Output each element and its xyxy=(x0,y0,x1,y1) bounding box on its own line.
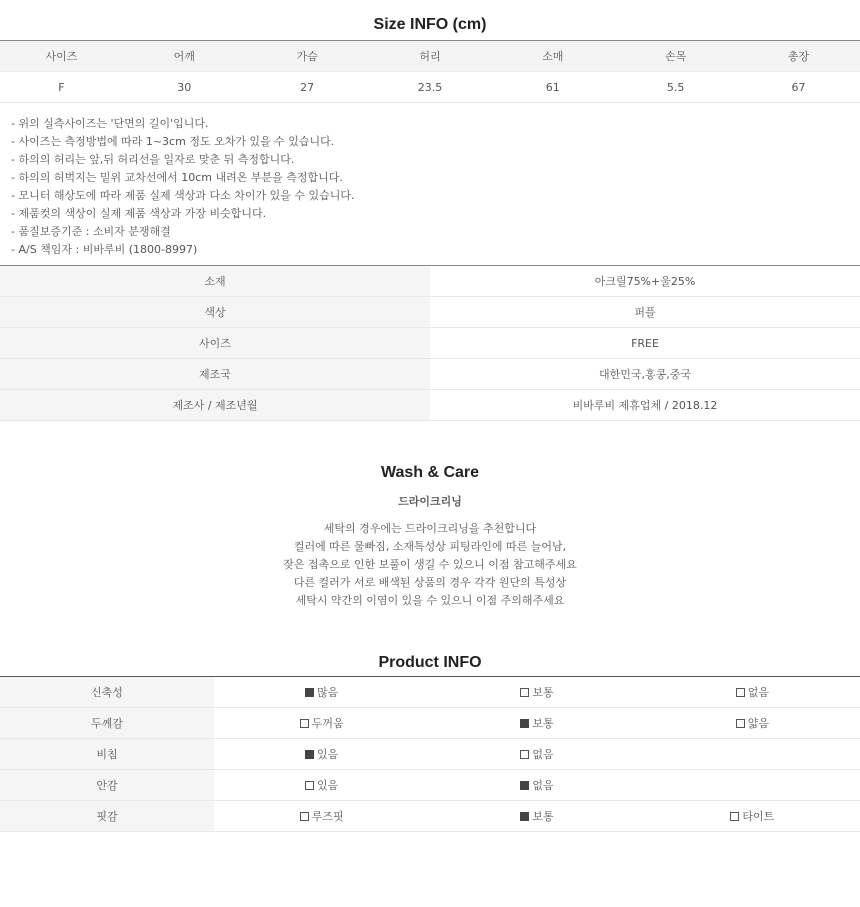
product-option xyxy=(736,715,769,731)
product-row-sheer xyxy=(0,739,860,770)
note-line: - 모니터 해상도에 따라 제품 실제 색상과 다소 차이가 있을 수 있습니다. xyxy=(11,189,355,202)
size-header-cell: 허리 xyxy=(369,41,492,72)
product-option xyxy=(736,684,769,700)
product-option xyxy=(305,746,338,762)
product-option xyxy=(520,715,553,731)
checkbox-icon xyxy=(300,812,309,821)
option-label: 두꺼움 xyxy=(311,717,344,730)
product-option-cell xyxy=(645,801,860,832)
product-row-fit xyxy=(0,801,860,832)
wash-line: 컬러에 따른 물빠짐, 소재특성상 피팅라인에 따른 늘어남, xyxy=(293,540,567,553)
note-line: - 품질보증기준 : 소비자 분쟁해결 xyxy=(11,225,171,238)
product-info-title: Product INFO xyxy=(378,654,482,671)
product-option-cell xyxy=(214,770,429,801)
note-line: - A/S 책임자 : 비바루비 (1800-8997) xyxy=(11,243,198,256)
spec-key: 제조사 / 제조년월 xyxy=(0,390,430,421)
option-label: 보통 xyxy=(532,810,554,823)
product-row-lining xyxy=(0,770,860,801)
spec-value: 아크릴75%+울25% xyxy=(430,266,860,297)
size-cell: F xyxy=(0,72,123,103)
option-label: 없음 xyxy=(532,748,554,761)
option-label: 타이트 xyxy=(742,810,775,823)
checkbox-icon xyxy=(520,750,529,759)
product-option-cell xyxy=(429,677,644,708)
option-label: 보통 xyxy=(532,686,554,699)
product-option-cell xyxy=(214,801,429,832)
product-row-label: 핏감 xyxy=(0,801,214,832)
spec-key: 색상 xyxy=(0,297,430,328)
checkbox-icon xyxy=(736,719,745,728)
option-label: 얇음 xyxy=(747,717,769,730)
wash-care-title: Wash & Care xyxy=(380,464,480,481)
product-option xyxy=(300,808,344,824)
option-label: 있음 xyxy=(317,748,339,761)
size-notes xyxy=(0,103,860,265)
spec-key: 사이즈 xyxy=(0,328,430,359)
spec-row xyxy=(0,390,860,421)
note-line: - 하의의 허리는 앞,뒤 허리선을 일자로 맞춘 뒤 측정합니다. xyxy=(11,153,295,166)
checkbox-icon xyxy=(520,719,529,728)
product-option xyxy=(305,684,338,700)
product-option xyxy=(520,746,553,762)
checkbox-icon xyxy=(520,781,529,790)
option-label: 많음 xyxy=(317,686,339,699)
checkbox-icon xyxy=(730,812,739,821)
option-label: 없음 xyxy=(747,686,769,699)
product-info-table xyxy=(0,676,860,832)
size-cell: 61 xyxy=(491,72,614,103)
size-header-cell: 손목 xyxy=(614,41,737,72)
size-header-cell: 가슴 xyxy=(246,41,369,72)
note-line: - 제품컷의 색상이 실제 제품 색상과 가장 비슷합니다. xyxy=(11,207,267,220)
checkbox-icon xyxy=(520,688,529,697)
spec-row xyxy=(0,359,860,390)
product-option-cell xyxy=(429,770,644,801)
product-row-label: 신축성 xyxy=(0,677,214,708)
product-option xyxy=(305,777,338,793)
spec-row xyxy=(0,328,860,359)
checkbox-icon xyxy=(520,812,529,821)
wash-care-subtitle: 드라이크리닝 xyxy=(398,495,462,508)
spec-key: 소재 xyxy=(0,266,430,297)
product-option xyxy=(520,808,553,824)
size-table-header xyxy=(0,41,860,72)
product-option xyxy=(520,684,553,700)
size-cell: 23.5 xyxy=(369,72,492,103)
product-option-cell-empty xyxy=(645,739,860,770)
product-option-cell xyxy=(429,708,644,739)
spec-row xyxy=(0,297,860,328)
wash-line: 세탁의 경우에는 드라이크리닝을 추천합니다 xyxy=(323,522,537,535)
size-cell: 5.5 xyxy=(614,72,737,103)
wash-line: 세탁시 약간의 이염이 있을 수 있으니 이점 주의해주세요 xyxy=(295,594,565,607)
size-table-row xyxy=(0,72,860,103)
wash-line: 다른 컬러가 서로 배색된 상품의 경우 각각 원단의 특성상 xyxy=(293,576,567,589)
product-row-label: 두께감 xyxy=(0,708,214,739)
product-option-cell xyxy=(645,708,860,739)
spec-value: 퍼플 xyxy=(430,297,860,328)
checkbox-icon xyxy=(300,719,309,728)
size-info-title: Size INFO (cm) xyxy=(373,16,487,33)
wash-care-text xyxy=(0,520,860,610)
product-option-cell-empty xyxy=(645,770,860,801)
checkbox-icon xyxy=(305,750,314,759)
spec-row xyxy=(0,266,860,297)
size-cell: 30 xyxy=(123,72,246,103)
checkbox-icon xyxy=(305,781,314,790)
size-header-cell: 사이즈 xyxy=(0,41,123,72)
spec-table xyxy=(0,265,860,421)
product-option-cell xyxy=(429,739,644,770)
spec-key: 제조국 xyxy=(0,359,430,390)
product-option xyxy=(300,715,344,731)
wash-line: 잦은 접촉으로 인한 보풀이 생길 수 있으니 이점 참고해주세요 xyxy=(283,558,577,571)
product-option-cell xyxy=(214,677,429,708)
checkbox-icon xyxy=(736,688,745,697)
product-option-cell xyxy=(429,801,644,832)
size-table xyxy=(0,40,860,103)
product-row-label: 비침 xyxy=(0,739,214,770)
note-line: - 하의의 허벅지는 밑위 교차선에서 10cm 내려온 부분을 측정합니다. xyxy=(11,171,343,184)
size-header-cell: 소매 xyxy=(491,41,614,72)
note-line: - 위의 실측사이즈는 '단면의 길이'입니다. xyxy=(11,117,209,130)
size-header-cell: 어깨 xyxy=(123,41,246,72)
option-label: 있음 xyxy=(317,779,339,792)
size-header-cell: 총장 xyxy=(737,41,860,72)
product-option xyxy=(730,808,774,824)
size-cell: 27 xyxy=(246,72,369,103)
product-option-cell xyxy=(645,677,860,708)
product-option-cell xyxy=(214,739,429,770)
spec-value: FREE xyxy=(430,328,860,359)
checkbox-icon xyxy=(305,688,314,697)
product-row-label: 안감 xyxy=(0,770,214,801)
product-row-stretch xyxy=(0,677,860,708)
product-option-cell xyxy=(214,708,429,739)
product-row-thickness xyxy=(0,708,860,739)
product-option xyxy=(520,777,553,793)
note-line: - 사이즈는 측정방법에 따라 1~3cm 정도 오차가 있을 수 있습니다. xyxy=(11,135,335,148)
spec-value: 비바루비 제휴업체 / 2018.12 xyxy=(430,390,860,421)
spec-value: 대한민국,홍콩,중국 xyxy=(430,359,860,390)
option-label: 보통 xyxy=(532,717,554,730)
option-label: 없음 xyxy=(532,779,554,792)
option-label: 루즈핏 xyxy=(311,810,344,823)
size-cell: 67 xyxy=(737,72,860,103)
